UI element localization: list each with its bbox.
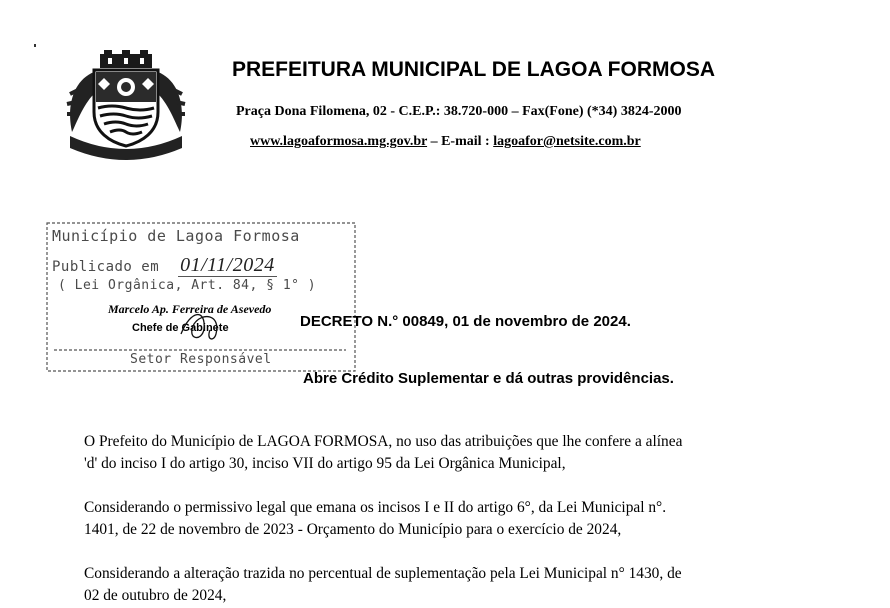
email-label: – E-mail : [427,134,494,149]
page-title: PREFEITURA MUNICIPAL DE LAGOA FORMOSA [232,58,715,81]
municipal-coat-of-arms-icon [64,50,188,160]
stamp-published-label: Publicado em [52,259,160,275]
email-link[interactable]: lagoafor@netsite.com.br [493,134,641,149]
paragraph-line: Considerando o permissivo legal que emana os incisos I e II do artigo 6°, da Lei Municipal n°. [84,499,667,516]
paragraph-line: 1401, de 22 de novembro de 2023 - Orçamento do Município para o exercício de 2024, [84,521,622,538]
contact-line [250,134,641,150]
paragraph-considering-2 [84,563,804,607]
decree-subject: Abre Crédito Suplementar e dá outras providências. [303,370,674,387]
paragraph-line: 'd' do inciso I do artigo 30, inciso VII do artigo 95 da Lei Orgânica Municipal, [84,455,566,472]
signature-scribble [176,304,236,344]
paragraph-considering-1 [84,497,804,541]
paragraph-preamble [84,431,804,475]
scan-speck [34,44,36,47]
publication-stamp [46,222,356,372]
paragraph-line: Considerando a alteração trazida no percentual de suplementação pela Lei Municipal n° 1430, de [84,565,682,582]
decree-number: DECRETO N.° 00849, 01 de novembro de 2024. [300,313,631,330]
paragraph-line: O Prefeito do Município de LAGOA FORMOSA, no uso das atribuições que lhe confere a alínea [84,433,683,450]
stamp-published-date: 01/11/2024 [180,254,275,276]
address-line: Praça Dona Filomena, 02 - C.E.P.: 38.720-000 – Fax(Fone) (*34) 3824-2000 [236,104,682,119]
stamp-footer: Setor Responsável [130,352,272,367]
stamp-published-row [52,254,277,277]
stamp-legal-reference: ( Lei Orgânica, Art. 84, § 1° ) [58,278,317,293]
paragraph-line: 02 de outubro de 2024, [84,587,227,604]
stamp-municipality: Município de Lagoa Formosa [52,227,300,245]
stamp-signature-role: Chefe de Gabinete [132,322,229,334]
website-link[interactable]: www.lagoaformosa.mg.gov.br [250,134,428,149]
stamp-signature-name: Marcelo Ap. Ferreira de Asevedo [108,302,272,316]
